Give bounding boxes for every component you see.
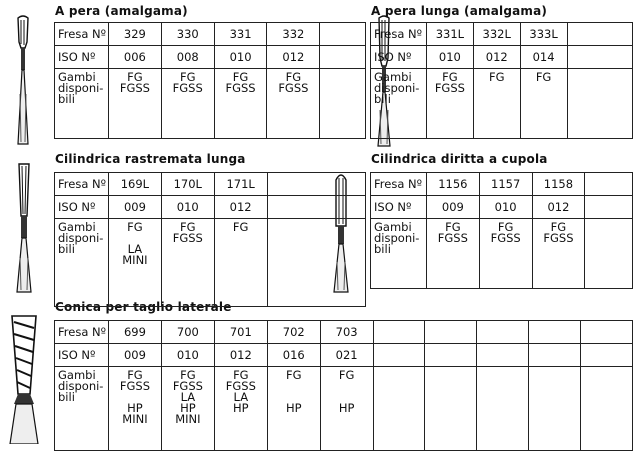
section-title-side-cutting-cone: Conica per taglio laterale bbox=[55, 300, 232, 314]
gambi-value: FGSS bbox=[278, 81, 309, 95]
gambi-value: FG bbox=[179, 70, 196, 84]
gambi-values bbox=[109, 72, 161, 94]
gambi-value: FG bbox=[180, 220, 196, 234]
gambi-cell bbox=[520, 69, 567, 139]
gambi-values bbox=[162, 72, 214, 94]
gambi-header-cell bbox=[55, 69, 109, 139]
gambi-value: HP bbox=[233, 401, 249, 415]
gambi-cell bbox=[267, 367, 320, 451]
section-title-tapered-cylinder: Cilindrica rastremata lunga bbox=[55, 152, 246, 166]
gambi-values bbox=[215, 222, 267, 233]
iso-header-cell: ISO Nº bbox=[371, 196, 427, 219]
spec-table-long-pear bbox=[370, 22, 633, 139]
iso-cell bbox=[585, 196, 633, 219]
gambi-values bbox=[521, 72, 567, 83]
gambi-header-line: disponi- bbox=[374, 81, 420, 95]
gambi-values bbox=[215, 72, 267, 94]
fresa-cell: 1157 bbox=[479, 173, 532, 196]
iso-cell: 009 bbox=[108, 344, 161, 367]
gambi-value: LA bbox=[233, 390, 249, 404]
gambi-row bbox=[55, 69, 366, 139]
gambi-values bbox=[109, 370, 161, 425]
gambi-header-line: Gambi bbox=[374, 70, 412, 84]
gambi-cell bbox=[585, 219, 633, 289]
fresa-cell: 171L bbox=[214, 173, 267, 196]
iso-cell: 021 bbox=[320, 344, 373, 367]
gambi-header-label bbox=[374, 222, 426, 255]
fresa-cell: 703 bbox=[320, 321, 373, 344]
gambi-value: FG bbox=[497, 220, 514, 234]
iso-cell bbox=[529, 344, 581, 367]
gambi-header-line: disponi- bbox=[58, 379, 104, 393]
spec-table-pear bbox=[54, 22, 366, 139]
gambi-row bbox=[371, 219, 633, 289]
gambi-value: MINI bbox=[175, 412, 201, 426]
gambi-header-line: bili bbox=[374, 242, 391, 256]
gambi-value: FG bbox=[535, 70, 552, 84]
gambi-cell bbox=[214, 219, 267, 307]
gambi-value: FG bbox=[285, 368, 302, 382]
gambi-values bbox=[162, 370, 214, 425]
gambi-header-line: disponi- bbox=[58, 81, 104, 95]
gambi-row bbox=[55, 219, 366, 307]
fresa-cell bbox=[425, 321, 477, 344]
fresa-row bbox=[55, 23, 366, 46]
gambi-value: FGSS bbox=[172, 231, 203, 245]
gambi-cell bbox=[267, 69, 320, 139]
gambi-cell bbox=[267, 219, 365, 307]
iso-cell: 010 bbox=[426, 46, 473, 69]
gambi-value: FGSS bbox=[172, 81, 203, 95]
gambi-cell bbox=[581, 367, 633, 451]
section-title-domed-cylinder: Cilindrica diritta a cupola bbox=[371, 152, 548, 166]
gambi-value: FGSS bbox=[437, 231, 468, 245]
iso-header-cell: ISO Nº bbox=[55, 196, 109, 219]
gambi-values bbox=[215, 370, 267, 414]
gambi-value: LA bbox=[127, 242, 143, 256]
gambi-value: FGSS bbox=[172, 379, 203, 393]
gambi-header-label bbox=[58, 222, 108, 255]
spec-table-domed-cylinder bbox=[370, 172, 633, 289]
gambi-value: FGSS bbox=[225, 379, 256, 393]
spec-table-side-cutting-cone bbox=[54, 320, 633, 451]
fresa-cell bbox=[585, 173, 633, 196]
iso-row bbox=[55, 196, 366, 219]
iso-cell: 012 bbox=[532, 196, 585, 219]
gambi-row bbox=[55, 367, 633, 451]
gambi-value: FGSS bbox=[119, 81, 150, 95]
iso-cell bbox=[581, 344, 633, 367]
iso-cell: 009 bbox=[426, 196, 479, 219]
iso-cell: 016 bbox=[267, 344, 320, 367]
fresa-header-cell: Fresa Nº bbox=[55, 23, 109, 46]
fresa-cell: 701 bbox=[214, 321, 267, 344]
iso-cell: 009 bbox=[108, 196, 161, 219]
fresa-cell bbox=[320, 23, 366, 46]
gambi-value: FG bbox=[442, 70, 458, 84]
gambi-cell bbox=[214, 69, 267, 139]
fresa-cell: 333L bbox=[520, 23, 567, 46]
gambi-values bbox=[474, 72, 520, 83]
gambi-header-cell bbox=[371, 69, 427, 139]
gambi-cell bbox=[161, 219, 214, 307]
spec-table-tapered-cylinder bbox=[54, 172, 366, 307]
fresa-cell: 169L bbox=[108, 173, 161, 196]
gambi-values bbox=[321, 370, 373, 414]
fresa-cell: 1158 bbox=[532, 173, 585, 196]
gambi-header-label bbox=[58, 72, 108, 105]
gambi-header-line: bili bbox=[58, 92, 75, 106]
iso-cell bbox=[477, 344, 529, 367]
gambi-value: HP bbox=[127, 401, 143, 415]
iso-cell bbox=[567, 46, 633, 69]
gambi-cell bbox=[477, 367, 529, 451]
fresa-cell bbox=[581, 321, 633, 344]
fresa-header-cell: Fresa Nº bbox=[371, 173, 427, 196]
iso-cell: 006 bbox=[108, 46, 161, 69]
fresa-cell: 1156 bbox=[426, 173, 479, 196]
gambi-value: FG bbox=[127, 220, 143, 234]
gambi-cell bbox=[108, 69, 161, 139]
gambi-value: FGSS bbox=[119, 379, 151, 393]
gambi-cell bbox=[426, 69, 473, 139]
gambi-values bbox=[480, 222, 532, 244]
gambi-value: FG bbox=[232, 220, 249, 234]
fresa-header-cell: Fresa Nº bbox=[55, 321, 109, 344]
iso-cell: 012 bbox=[267, 46, 320, 69]
gambi-cell bbox=[320, 367, 373, 451]
iso-cell: 012 bbox=[214, 344, 267, 367]
gambi-value: FGSS bbox=[434, 81, 465, 95]
section-title-long-pear: A pera lunga (amalgama) bbox=[371, 4, 548, 18]
fresa-cell: 170L bbox=[161, 173, 214, 196]
gambi-values bbox=[267, 72, 319, 94]
gambi-value: HP bbox=[338, 401, 355, 415]
gambi-cell bbox=[108, 219, 161, 307]
iso-row bbox=[55, 344, 633, 367]
fresa-cell: 330 bbox=[161, 23, 214, 46]
iso-cell bbox=[425, 344, 477, 367]
gambi-value: HP bbox=[285, 401, 302, 415]
gambi-cell bbox=[473, 69, 520, 139]
gambi-value: FG bbox=[127, 70, 143, 84]
gambi-header-line: bili bbox=[58, 390, 75, 404]
gambi-values bbox=[268, 370, 320, 414]
gambi-header-cell bbox=[371, 219, 427, 289]
iso-cell: 014 bbox=[520, 46, 567, 69]
iso-cell: 012 bbox=[214, 196, 267, 219]
fresa-header-cell: Fresa Nº bbox=[55, 173, 109, 196]
gambi-value: FGSS bbox=[543, 231, 574, 245]
iso-cell: 010 bbox=[161, 196, 214, 219]
fresa-cell bbox=[477, 321, 529, 344]
gambi-header-line: Gambi bbox=[58, 220, 96, 234]
gambi-values bbox=[162, 222, 214, 244]
gambi-cell bbox=[567, 69, 633, 139]
side-cutting-cone-bur-illustration bbox=[4, 312, 44, 444]
fresa-cell: 332 bbox=[267, 23, 320, 46]
iso-cell: 008 bbox=[161, 46, 214, 69]
fresa-cell bbox=[567, 23, 633, 46]
iso-header-cell: ISO Nº bbox=[55, 344, 109, 367]
iso-cell: 010 bbox=[479, 196, 532, 219]
gambi-value: FG bbox=[550, 220, 567, 234]
tapered-cylinder-bur-illustration bbox=[10, 160, 38, 295]
gambi-header-line: disponi- bbox=[374, 231, 420, 245]
fresa-header-cell: Fresa Nº bbox=[371, 23, 427, 46]
gambi-value: FGSS bbox=[490, 231, 521, 245]
gambi-value: FG bbox=[338, 368, 355, 382]
fresa-cell: 700 bbox=[161, 321, 214, 344]
gambi-header-line: Gambi bbox=[58, 70, 96, 84]
fresa-cell bbox=[373, 321, 425, 344]
fresa-cell: 332L bbox=[473, 23, 520, 46]
fresa-cell: 331 bbox=[214, 23, 267, 46]
iso-cell bbox=[320, 46, 366, 69]
fresa-cell bbox=[267, 173, 365, 196]
iso-cell bbox=[373, 344, 425, 367]
iso-header-cell: ISO Nº bbox=[55, 46, 109, 69]
fresa-cell: 702 bbox=[267, 321, 320, 344]
gambi-cell bbox=[532, 219, 585, 289]
gambi-values bbox=[533, 222, 585, 244]
gambi-cell bbox=[425, 367, 477, 451]
gambi-header-line: Gambi bbox=[374, 220, 412, 234]
gambi-header-cell bbox=[55, 219, 109, 307]
gambi-values bbox=[427, 72, 473, 94]
gambi-value: FG bbox=[233, 368, 249, 382]
iso-cell: 012 bbox=[473, 46, 520, 69]
gambi-header-cell bbox=[55, 367, 109, 451]
gambi-header-line: bili bbox=[374, 92, 391, 106]
gambi-cell bbox=[161, 367, 214, 451]
fresa-cell: 699 bbox=[108, 321, 161, 344]
gambi-cell bbox=[214, 367, 267, 451]
gambi-cell bbox=[373, 367, 425, 451]
gambi-header-line: bili bbox=[58, 242, 75, 256]
gambi-cell bbox=[108, 367, 161, 451]
gambi-value: FG bbox=[180, 368, 196, 382]
iso-header-cell: ISO Nº bbox=[371, 46, 427, 69]
fresa-row bbox=[371, 173, 633, 196]
gambi-value: FGSS bbox=[225, 81, 256, 95]
fresa-row bbox=[55, 173, 366, 196]
fresa-row bbox=[371, 23, 633, 46]
gambi-value: MINI bbox=[122, 253, 148, 267]
pear-bur-illustration bbox=[10, 14, 36, 149]
fresa-row bbox=[55, 321, 633, 344]
gambi-value: FG bbox=[488, 70, 505, 84]
gambi-value: FG bbox=[232, 70, 249, 84]
gambi-header-line: Gambi bbox=[58, 368, 96, 382]
iso-row bbox=[371, 196, 633, 219]
iso-row bbox=[55, 46, 366, 69]
gambi-cell bbox=[426, 219, 479, 289]
fresa-cell: 331L bbox=[426, 23, 473, 46]
gambi-value: MINI bbox=[122, 412, 148, 426]
section-title-pear: A pera (amalgama) bbox=[55, 4, 188, 18]
gambi-value: LA bbox=[180, 390, 196, 404]
gambi-header-label bbox=[374, 72, 426, 105]
gambi-values bbox=[109, 222, 161, 266]
iso-cell bbox=[267, 196, 365, 219]
gambi-values bbox=[427, 222, 479, 244]
iso-cell: 010 bbox=[161, 344, 214, 367]
gambi-row bbox=[371, 69, 633, 139]
gambi-cell bbox=[161, 69, 214, 139]
gambi-value: FG bbox=[445, 220, 461, 234]
iso-row bbox=[371, 46, 633, 69]
gambi-cell bbox=[479, 219, 532, 289]
gambi-value: FG bbox=[285, 70, 302, 84]
iso-cell: 010 bbox=[214, 46, 267, 69]
gambi-value: FG bbox=[127, 368, 143, 382]
gambi-header-line: disponi- bbox=[58, 231, 104, 245]
gambi-cell bbox=[529, 367, 581, 451]
gambi-header-label bbox=[58, 370, 108, 403]
gambi-value: HP bbox=[180, 401, 196, 415]
gambi-cell bbox=[320, 69, 366, 139]
fresa-cell: 329 bbox=[108, 23, 161, 46]
fresa-cell bbox=[529, 321, 581, 344]
